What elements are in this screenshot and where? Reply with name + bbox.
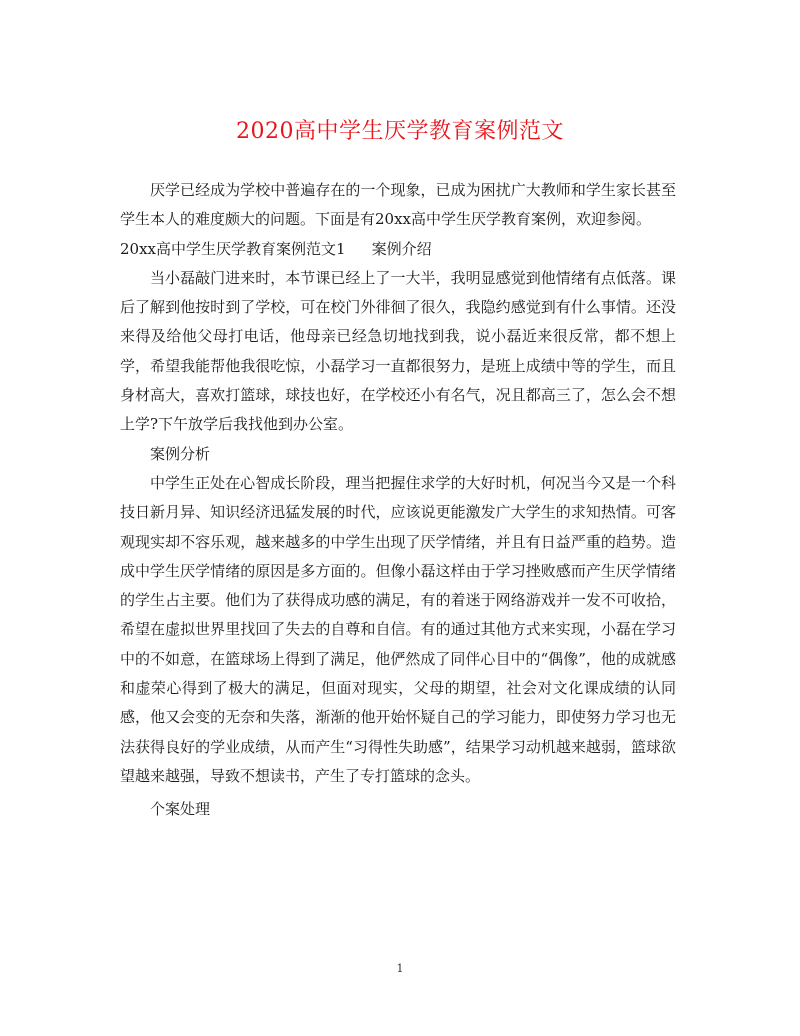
case-analysis-heading: 案例分析 [150, 444, 211, 463]
case-analysis-paragraph: 中学生正处在心智成长阶段，理当把握住求学的大好时机，何况当今又是一个科技日新月异、知识经济迅猛发展的时代，应该说更能激发广大学生的求知热情。可客观现实却不容乐观，越来越多的中学生出现了厌学情绪，并且有日益严重的趋势。造成中学生厌学情绪的原因是多方面的。但像小磊这样由于学习挫败感而产生厌学情绪的学生占主要。他们为了获得成功感的满足，有的着迷于网络游戏并一发不可收拾，希望在虚拟世界里找回了失去的自尊和自信。有的通过其他方式来实现，小磊在学习中的不如意，在篮球场上得到了满足，他俨然成了同伴心目中的“偶像”，他的成就感和虚荣心得到了极大的满足，但面对现实，父母的期望，社会对文化课成绩的认同感，他又会变的无奈和失落，渐渐的他开始怀疑自己的学习能力，即使努力学习也无法获得良好的学业成绩，从而产生“习得性失助感”，结果学习动机越来越弱，篮球欲望越来越强，导致不想读书，产生了专打篮球的念头。 [120, 473, 676, 785]
case-intro-heading: 案例介绍 [371, 239, 432, 258]
case-heading-line [120, 235, 676, 264]
document-title: 2020高中学生厌学教育案例范文 [236, 119, 564, 144]
page-number: 1 [396, 962, 404, 975]
intro-paragraph: 厌学已经成为学校中普遍存在的一个现象，已成为困扰广大教师和学生家长甚至学生本人的难度颇大的问题。下面是有20xx高中学生厌学教育案例，欢迎参阅。 [120, 181, 676, 229]
case-intro-paragraph: 当小磊敲门进来时，本节课已经上了一大半，我明显感觉到他情绪有点低落。课后了解到他按时到了学校，可在校门外徘徊了很久，我隐约感觉到有什么事情。还没来得及给他父母打电话，他母亲已经急切地找到我，说小磊近来很反常，都不想上学，希望我能帮他我很吃惊，小磊学习一直都很努力，是班上成绩中等的学生，而且身材高大，喜欢打篮球，球技也好，在学校还小有名气，况且都高三了，怎么会不想上学?下午放学后我找他到办公室。 [120, 268, 676, 434]
document-body [120, 176, 676, 825]
case-title-heading: 20xx高中学生厌学教育案例范文1 [120, 239, 346, 258]
case-handling-heading: 个案处理 [150, 800, 211, 819]
